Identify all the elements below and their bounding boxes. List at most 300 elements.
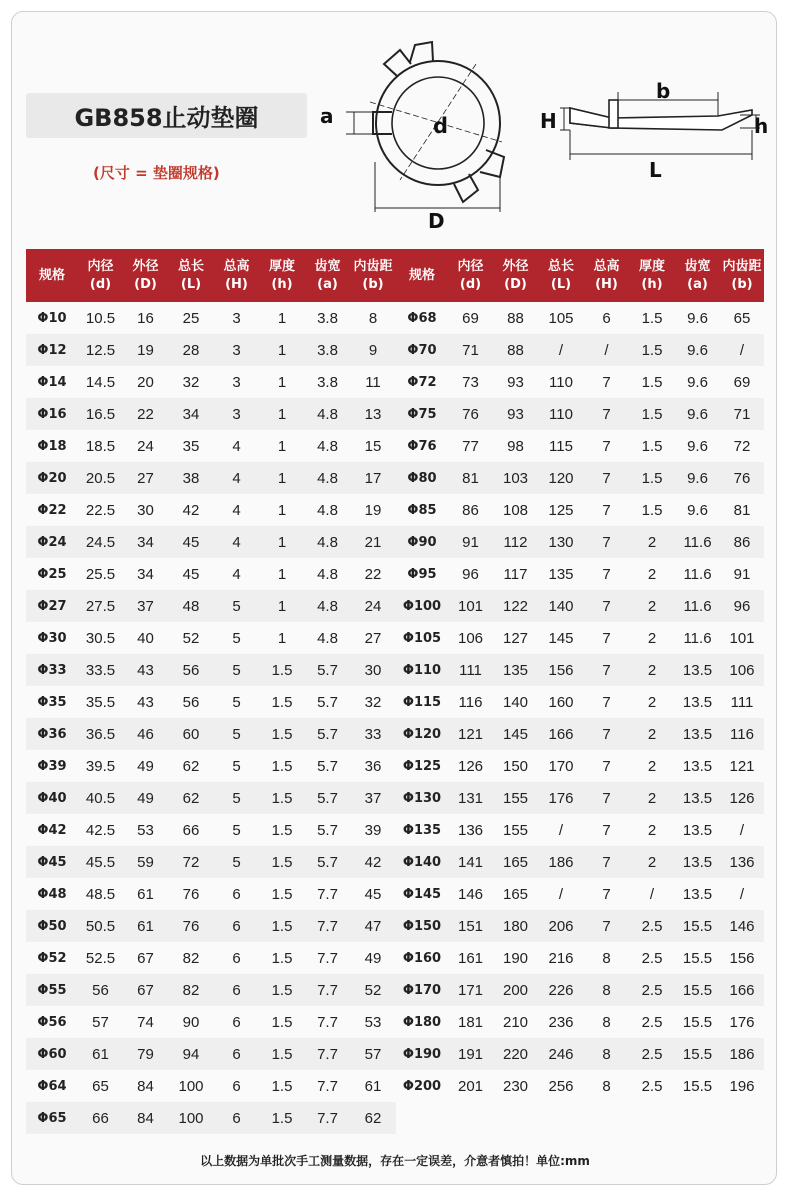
table-cell: 165 <box>493 878 538 910</box>
table-cell: 7 <box>584 526 629 558</box>
table-header-row <box>26 249 764 302</box>
table-cell: 181 <box>448 1006 493 1038</box>
table-cell: 6 <box>214 878 259 910</box>
table-cell: 105 <box>538 302 584 334</box>
table-cell: 22 <box>123 398 168 430</box>
spec-size-cell: Φ39 <box>26 750 78 782</box>
column-header-name: 总高 <box>593 258 620 274</box>
table-cell: 126 <box>720 782 764 814</box>
column-header-name: 总长 <box>177 258 204 274</box>
table-cell: 176 <box>720 1006 764 1038</box>
table-cell: 6 <box>584 302 629 334</box>
table-cell: 6 <box>214 910 259 942</box>
table-cell: 7 <box>584 814 629 846</box>
table-cell: 101 <box>448 590 493 622</box>
table-cell: 2 <box>629 558 675 590</box>
column-header-name: 内径 <box>87 258 114 274</box>
table-cell: 112 <box>493 526 538 558</box>
table-cell: 24 <box>123 430 168 462</box>
table-cell: 98 <box>493 430 538 462</box>
table-cell: 3 <box>214 334 259 366</box>
table-cell: 69 <box>448 302 493 334</box>
table-cell: 94 <box>168 1038 214 1070</box>
table-cell: 53 <box>123 814 168 846</box>
table-cell: 1.5 <box>259 1038 305 1070</box>
spec-size-cell: Φ90 <box>396 526 448 558</box>
table-cell: 61 <box>350 1070 396 1102</box>
table-cell: 100 <box>168 1102 214 1134</box>
column-header-name: 内径 <box>457 258 484 274</box>
table-cell: 71 <box>720 398 764 430</box>
table-cell: 88 <box>493 302 538 334</box>
table-cell: 76 <box>720 462 764 494</box>
table-cell: 110 <box>538 398 584 430</box>
column-header-name: 外径 <box>502 258 529 274</box>
table-cell: 8 <box>584 1038 629 1070</box>
column-header-symbol: (L) <box>550 276 572 292</box>
empty-cell <box>720 1102 764 1134</box>
table-cell: 84 <box>123 1070 168 1102</box>
table-cell: 1 <box>259 590 305 622</box>
table-cell: 61 <box>123 910 168 942</box>
table-cell: 11.6 <box>675 526 720 558</box>
table-cell: 1 <box>259 462 305 494</box>
table-cell: 52 <box>168 622 214 654</box>
table-cell: 7 <box>584 878 629 910</box>
table-cell: 226 <box>538 974 584 1006</box>
spec-size-cell: Φ100 <box>396 590 448 622</box>
table-row <box>26 430 764 462</box>
table-cell: 30 <box>350 654 396 686</box>
table-cell: 5.7 <box>305 686 350 718</box>
table-cell: 28 <box>168 334 214 366</box>
table-cell: 34 <box>123 558 168 590</box>
table-cell: 210 <box>493 1006 538 1038</box>
table-cell: 106 <box>448 622 493 654</box>
table-cell: 82 <box>168 974 214 1006</box>
table-cell: 2.5 <box>629 910 675 942</box>
spec-size-cell: Φ125 <box>396 750 448 782</box>
table-cell: 1.5 <box>629 430 675 462</box>
table-cell: 9.6 <box>675 462 720 494</box>
table-cell: 25 <box>168 302 214 334</box>
spec-size-cell: Φ12 <box>26 334 78 366</box>
column-header-symbol: (a) <box>687 276 708 292</box>
table-cell: / <box>720 334 764 366</box>
table-cell: 50.5 <box>78 910 123 942</box>
table-cell: 160 <box>538 686 584 718</box>
table-cell: 10.5 <box>78 302 123 334</box>
table-cell: 4 <box>214 430 259 462</box>
table-cell: / <box>538 334 584 366</box>
table-cell: 135 <box>493 654 538 686</box>
table-cell: 36.5 <box>78 718 123 750</box>
table-cell: 5 <box>214 654 259 686</box>
label-D: D <box>428 209 445 233</box>
table-cell: 19 <box>350 494 396 526</box>
table-row <box>26 462 764 494</box>
spec-size-cell: Φ52 <box>26 942 78 974</box>
table-cell: 136 <box>448 814 493 846</box>
table-cell: 130 <box>538 526 584 558</box>
table-row <box>26 910 764 942</box>
table-cell: 2 <box>629 782 675 814</box>
spec-size-cell: Φ64 <box>26 1070 78 1102</box>
table-cell: 57 <box>350 1038 396 1070</box>
table-cell: 37 <box>123 590 168 622</box>
table-cell: 8 <box>350 302 396 334</box>
table-cell: 186 <box>538 846 584 878</box>
table-cell: 2 <box>629 686 675 718</box>
spec-size-cell: Φ16 <box>26 398 78 430</box>
table-cell: 42.5 <box>78 814 123 846</box>
table-cell: 2.5 <box>629 1070 675 1102</box>
table-cell: 20 <box>123 366 168 398</box>
spec-size-cell: Φ48 <box>26 878 78 910</box>
table-cell: 2.5 <box>629 1006 675 1038</box>
table-cell: 38 <box>168 462 214 494</box>
table-cell: 6 <box>214 974 259 1006</box>
table-row <box>26 974 764 1006</box>
table-cell: 111 <box>720 686 764 718</box>
spec-size-cell: Φ68 <box>396 302 448 334</box>
spec-size-cell: Φ135 <box>396 814 448 846</box>
table-cell: 136 <box>720 846 764 878</box>
table-row <box>26 654 764 686</box>
table-cell: 67 <box>123 942 168 974</box>
table-cell: 5 <box>214 750 259 782</box>
table-cell: 33 <box>350 718 396 750</box>
table-cell: 9 <box>350 334 396 366</box>
table-cell: 8 <box>584 1006 629 1038</box>
empty-cell <box>675 1102 720 1134</box>
spec-size-cell: Φ190 <box>396 1038 448 1070</box>
table-cell: 106 <box>720 654 764 686</box>
table-cell: 11 <box>350 366 396 398</box>
table-cell: 1 <box>259 366 305 398</box>
column-header-name: 外径 <box>132 258 159 274</box>
spec-size-cell: Φ200 <box>396 1070 448 1102</box>
table-cell: 3 <box>214 398 259 430</box>
column-header-symbol: (b) <box>362 276 384 292</box>
column-header <box>584 249 629 302</box>
table-cell: 7.7 <box>305 1038 350 1070</box>
table-cell: / <box>629 878 675 910</box>
table-cell: 206 <box>538 910 584 942</box>
table-cell: 11.6 <box>675 622 720 654</box>
table-cell: 30 <box>123 494 168 526</box>
table-cell: 7.7 <box>305 910 350 942</box>
table-cell: 15.5 <box>675 974 720 1006</box>
table-cell: 5.7 <box>305 718 350 750</box>
table-cell: 52 <box>350 974 396 1006</box>
table-cell: 8 <box>584 974 629 1006</box>
table-cell: 156 <box>538 654 584 686</box>
table-cell: 5.7 <box>305 782 350 814</box>
column-header <box>675 249 720 302</box>
empty-cell <box>396 1102 448 1134</box>
table-cell: 33.5 <box>78 654 123 686</box>
spec-size-cell: Φ85 <box>396 494 448 526</box>
table-cell: 4 <box>214 462 259 494</box>
table-cell: 122 <box>493 590 538 622</box>
table-cell: 7.7 <box>305 878 350 910</box>
table-cell: 170 <box>538 750 584 782</box>
table-cell: 16.5 <box>78 398 123 430</box>
table-cell: 7 <box>584 718 629 750</box>
table-cell: 3.8 <box>305 366 350 398</box>
spec-size-cell: Φ72 <box>396 366 448 398</box>
table-cell: 171 <box>448 974 493 1006</box>
spec-size-cell: Φ42 <box>26 814 78 846</box>
spec-size-cell: Φ70 <box>396 334 448 366</box>
table-cell: 4.8 <box>305 622 350 654</box>
table-cell: 76 <box>168 910 214 942</box>
table-cell: 7 <box>584 622 629 654</box>
table-cell: 166 <box>538 718 584 750</box>
table-cell: 8 <box>584 942 629 974</box>
table-cell: 1.5 <box>259 910 305 942</box>
table-cell: 13.5 <box>675 686 720 718</box>
table-cell: 90 <box>168 1006 214 1038</box>
spec-size-cell: Φ76 <box>396 430 448 462</box>
table-cell: 9.6 <box>675 302 720 334</box>
column-header-symbol: (L) <box>180 276 202 292</box>
table-cell: 216 <box>538 942 584 974</box>
table-cell: 125 <box>538 494 584 526</box>
table-cell: 1.5 <box>629 494 675 526</box>
table-cell: 6 <box>214 1038 259 1070</box>
table-cell: 49 <box>123 750 168 782</box>
table-cell: 27 <box>350 622 396 654</box>
table-cell: 140 <box>538 590 584 622</box>
table-cell: 145 <box>493 718 538 750</box>
table-cell: / <box>720 878 764 910</box>
table-cell: 2.5 <box>629 974 675 1006</box>
table-cell: 13.5 <box>675 782 720 814</box>
table-cell: 66 <box>168 814 214 846</box>
table-cell: 1 <box>259 622 305 654</box>
spec-size-cell: Φ40 <box>26 782 78 814</box>
table-cell: 180 <box>493 910 538 942</box>
table-cell: 2 <box>629 622 675 654</box>
spec-size-cell: Φ65 <box>26 1102 78 1134</box>
table-cell: 2 <box>629 590 675 622</box>
table-cell: 9.6 <box>675 494 720 526</box>
table-cell: 1 <box>259 430 305 462</box>
table-cell: 16 <box>123 302 168 334</box>
empty-cell <box>538 1102 584 1134</box>
table-cell: 1.5 <box>259 1102 305 1134</box>
column-header-name: 规格 <box>408 267 435 283</box>
table-cell: 101 <box>720 622 764 654</box>
table-cell: 4.8 <box>305 558 350 590</box>
column-header <box>259 249 305 302</box>
table-row <box>26 590 764 622</box>
spec-size-cell: Φ30 <box>26 622 78 654</box>
empty-cell <box>629 1102 675 1134</box>
table-cell: 13.5 <box>675 654 720 686</box>
table-cell: 100 <box>168 1070 214 1102</box>
table-cell: 5 <box>214 782 259 814</box>
table-cell: 15.5 <box>675 910 720 942</box>
spec-size-cell: Φ140 <box>396 846 448 878</box>
spec-size-cell: Φ10 <box>26 302 78 334</box>
table-cell: / <box>584 334 629 366</box>
spec-size-cell: Φ150 <box>396 910 448 942</box>
table-cell: 15 <box>350 430 396 462</box>
table-cell: 45 <box>168 526 214 558</box>
spec-size-cell: Φ105 <box>396 622 448 654</box>
table-cell: 12.5 <box>78 334 123 366</box>
dimension-a <box>346 112 372 134</box>
column-header-name: 厚度 <box>638 258 665 274</box>
spec-size-cell: Φ22 <box>26 494 78 526</box>
spec-size-cell: Φ80 <box>396 462 448 494</box>
table-cell: / <box>720 814 764 846</box>
table-cell: 3 <box>214 302 259 334</box>
label-b: b <box>656 79 671 103</box>
table-cell: 126 <box>448 750 493 782</box>
column-header <box>350 249 396 302</box>
table-cell: 34 <box>168 398 214 430</box>
table-cell: 47 <box>350 910 396 942</box>
table-cell: 220 <box>493 1038 538 1070</box>
spec-table <box>26 249 764 1134</box>
table-cell: 11.6 <box>675 590 720 622</box>
table-cell: 62 <box>168 782 214 814</box>
table-cell: 200 <box>493 974 538 1006</box>
table-cell: 36 <box>350 750 396 782</box>
table-cell: 156 <box>720 942 764 974</box>
table-cell: 7 <box>584 494 629 526</box>
table-cell: 7 <box>584 654 629 686</box>
table-cell: 121 <box>448 718 493 750</box>
table-cell: 91 <box>720 558 764 590</box>
table-cell: 67 <box>123 974 168 1006</box>
table-cell: 5 <box>214 622 259 654</box>
column-header-symbol: (h) <box>641 276 663 292</box>
table-cell: 49 <box>350 942 396 974</box>
table-cell: 15.5 <box>675 1070 720 1102</box>
table-cell: 1 <box>259 526 305 558</box>
column-header <box>538 249 584 302</box>
table-cell: 1.5 <box>259 814 305 846</box>
table-cell: 1.5 <box>629 366 675 398</box>
spec-size-cell: Φ120 <box>396 718 448 750</box>
table-cell: / <box>538 878 584 910</box>
washer-diagram <box>12 12 777 242</box>
spec-size-cell: Φ45 <box>26 846 78 878</box>
table-cell: 1.5 <box>259 974 305 1006</box>
spec-size-cell: Φ130 <box>396 782 448 814</box>
table-row <box>26 1038 764 1070</box>
table-cell: 1.5 <box>259 942 305 974</box>
table-cell: 9.6 <box>675 398 720 430</box>
table-row <box>26 686 764 718</box>
table-cell: 176 <box>538 782 584 814</box>
table-cell: 1.5 <box>259 1006 305 1038</box>
table-cell: 196 <box>720 1070 764 1102</box>
table-cell: 53 <box>350 1006 396 1038</box>
column-header <box>168 249 214 302</box>
table-cell: 7 <box>584 782 629 814</box>
table-cell: 1.5 <box>629 462 675 494</box>
table-cell: 27.5 <box>78 590 123 622</box>
table-cell: 48.5 <box>78 878 123 910</box>
column-header <box>629 249 675 302</box>
table-cell: 74 <box>123 1006 168 1038</box>
column-header <box>448 249 493 302</box>
table-cell: 5 <box>214 846 259 878</box>
table-cell: 62 <box>168 750 214 782</box>
spec-size-cell: Φ110 <box>396 654 448 686</box>
table-cell: 1.5 <box>259 718 305 750</box>
column-header-symbol: (H) <box>225 276 248 292</box>
table-cell: 11.6 <box>675 558 720 590</box>
table-cell: 7.7 <box>305 974 350 1006</box>
table-cell: 166 <box>720 974 764 1006</box>
table-cell: 2 <box>629 814 675 846</box>
washer-side-view <box>570 100 752 130</box>
table-cell: 13.5 <box>675 878 720 910</box>
column-header-symbol: (D) <box>504 276 527 292</box>
table-cell: 2.5 <box>629 942 675 974</box>
table-cell: 151 <box>448 910 493 942</box>
table-cell: 8 <box>584 1070 629 1102</box>
table-cell: 4.8 <box>305 494 350 526</box>
table-cell: 121 <box>720 750 764 782</box>
table-cell: 2 <box>629 718 675 750</box>
table-cell: 7 <box>584 558 629 590</box>
table-cell: 66 <box>78 1102 123 1134</box>
table-row <box>26 366 764 398</box>
table-cell: 146 <box>448 878 493 910</box>
table-cell: 2 <box>629 750 675 782</box>
column-header-name: 齿宽 <box>684 258 711 274</box>
table-cell: 140 <box>493 686 538 718</box>
table-cell: 7 <box>584 462 629 494</box>
table-row <box>26 718 764 750</box>
spec-size-cell: Φ160 <box>396 942 448 974</box>
table-cell: 246 <box>538 1038 584 1070</box>
table-cell: 91 <box>448 526 493 558</box>
table-cell: 69 <box>720 366 764 398</box>
column-header-symbol: (h) <box>271 276 293 292</box>
table-cell: 52.5 <box>78 942 123 974</box>
table-cell: 4.8 <box>305 462 350 494</box>
empty-cell <box>584 1102 629 1134</box>
table-cell: 150 <box>493 750 538 782</box>
table-cell: 96 <box>448 558 493 590</box>
table-cell: 7.7 <box>305 1070 350 1102</box>
table-cell: 65 <box>720 302 764 334</box>
table-cell: / <box>538 814 584 846</box>
spec-size-cell: Φ50 <box>26 910 78 942</box>
table-cell: 56 <box>78 974 123 1006</box>
table-cell: 6 <box>214 1070 259 1102</box>
table-cell: 103 <box>493 462 538 494</box>
label-h: h <box>754 114 769 138</box>
table-cell: 115 <box>538 430 584 462</box>
table-cell: 7 <box>584 750 629 782</box>
table-row <box>26 942 764 974</box>
table-cell: 3 <box>214 366 259 398</box>
table-row <box>26 814 764 846</box>
table-cell: 77 <box>448 430 493 462</box>
footer-note: 以上数据为单批次手工测量数据，存在一定误差，介意者慎拍！单位:mm <box>200 1154 590 1168</box>
table-cell: 236 <box>538 1006 584 1038</box>
